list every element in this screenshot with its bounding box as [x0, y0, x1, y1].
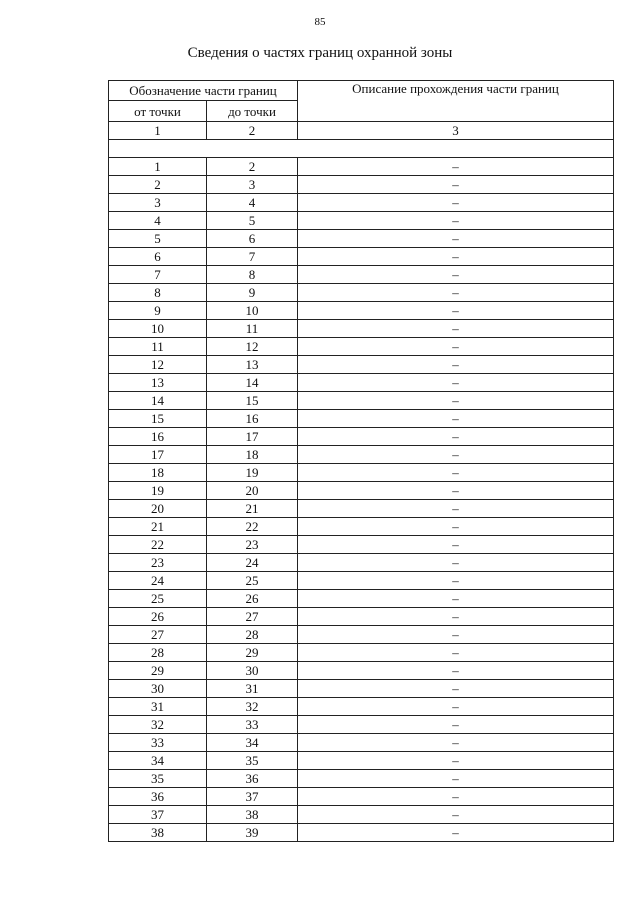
description-cell: – — [298, 608, 614, 626]
to-point-cell: 23 — [207, 536, 298, 554]
description-header: Описание прохождения части границ — [298, 81, 614, 122]
from-point-cell: 16 — [109, 428, 207, 446]
table-row — [109, 320, 614, 338]
to-point-cell: 37 — [207, 788, 298, 806]
description-cell: – — [298, 662, 614, 680]
to-point-cell: 36 — [207, 770, 298, 788]
description-cell: – — [298, 698, 614, 716]
description-cell: – — [298, 734, 614, 752]
table-row — [109, 428, 614, 446]
from-point-cell: 19 — [109, 482, 207, 500]
table-row — [109, 230, 614, 248]
boundary-parts-table — [108, 80, 614, 842]
to-point-cell: 13 — [207, 356, 298, 374]
table-row — [109, 248, 614, 266]
table-row — [109, 788, 614, 806]
from-point-cell: 9 — [109, 302, 207, 320]
to-point-cell: 21 — [207, 500, 298, 518]
description-cell: – — [298, 572, 614, 590]
from-point-cell: 26 — [109, 608, 207, 626]
description-cell: – — [298, 266, 614, 284]
from-point-cell: 27 — [109, 626, 207, 644]
description-cell: – — [298, 500, 614, 518]
from-point-cell: 18 — [109, 464, 207, 482]
to-point-cell: 18 — [207, 446, 298, 464]
to-point-cell: 30 — [207, 662, 298, 680]
from-point-cell: 23 — [109, 554, 207, 572]
column-number-3: 3 — [298, 122, 614, 140]
description-cell: – — [298, 644, 614, 662]
from-point-cell: 5 — [109, 230, 207, 248]
to-point-cell: 9 — [207, 284, 298, 302]
table-row — [109, 338, 614, 356]
table-row — [109, 716, 614, 734]
table-row — [109, 626, 614, 644]
to-point-cell: 22 — [207, 518, 298, 536]
to-point-cell: 19 — [207, 464, 298, 482]
to-point-cell: 34 — [207, 734, 298, 752]
document-title: Сведения о частях границ охранной зоны — [187, 45, 453, 61]
table-row — [109, 590, 614, 608]
from-point-cell: 3 — [109, 194, 207, 212]
from-point-cell: 36 — [109, 788, 207, 806]
description-cell: – — [298, 248, 614, 266]
to-point-cell: 31 — [207, 680, 298, 698]
table-row — [109, 698, 614, 716]
to-point-cell: 4 — [207, 194, 298, 212]
description-cell: – — [298, 788, 614, 806]
table-row — [109, 482, 614, 500]
table-row — [109, 266, 614, 284]
from-point-cell: 20 — [109, 500, 207, 518]
description-cell: – — [298, 518, 614, 536]
to-point-cell: 26 — [207, 590, 298, 608]
table-row — [109, 374, 614, 392]
from-point-cell: 10 — [109, 320, 207, 338]
from-point-cell: 6 — [109, 248, 207, 266]
description-cell: – — [298, 536, 614, 554]
from-point-header: от точки — [109, 101, 207, 122]
description-cell: – — [298, 338, 614, 356]
from-point-cell: 37 — [109, 806, 207, 824]
description-cell: – — [298, 464, 614, 482]
to-point-cell: 7 — [207, 248, 298, 266]
to-point-cell: 5 — [207, 212, 298, 230]
to-point-cell: 3 — [207, 176, 298, 194]
column-number-1: 1 — [109, 122, 207, 140]
to-point-cell: 32 — [207, 698, 298, 716]
description-cell: – — [298, 446, 614, 464]
from-point-cell: 13 — [109, 374, 207, 392]
column-number-row — [109, 122, 614, 140]
from-point-cell: 4 — [109, 212, 207, 230]
table-row — [109, 158, 614, 176]
table-row — [109, 464, 614, 482]
from-point-cell: 35 — [109, 770, 207, 788]
to-point-cell: 14 — [207, 374, 298, 392]
from-point-cell: 24 — [109, 572, 207, 590]
table-row — [109, 410, 614, 428]
to-point-cell: 17 — [207, 428, 298, 446]
to-point-cell: 24 — [207, 554, 298, 572]
description-cell: – — [298, 554, 614, 572]
from-point-cell: 34 — [109, 752, 207, 770]
description-cell: – — [298, 356, 614, 374]
description-cell: – — [298, 284, 614, 302]
from-point-cell: 1 — [109, 158, 207, 176]
from-point-cell: 33 — [109, 734, 207, 752]
table-row — [109, 824, 614, 842]
description-cell: – — [298, 626, 614, 644]
to-point-cell: 28 — [207, 626, 298, 644]
description-cell: – — [298, 752, 614, 770]
table-row — [109, 644, 614, 662]
to-point-cell: 8 — [207, 266, 298, 284]
from-point-cell: 11 — [109, 338, 207, 356]
to-point-cell: 11 — [207, 320, 298, 338]
table-row — [109, 446, 614, 464]
from-point-cell: 15 — [109, 410, 207, 428]
to-point-cell: 12 — [207, 338, 298, 356]
description-cell: – — [298, 770, 614, 788]
description-cell: – — [298, 320, 614, 338]
from-point-cell: 32 — [109, 716, 207, 734]
table-row — [109, 680, 614, 698]
from-point-cell: 8 — [109, 284, 207, 302]
description-cell: – — [298, 302, 614, 320]
from-point-cell: 17 — [109, 446, 207, 464]
from-point-cell: 14 — [109, 392, 207, 410]
description-cell: – — [298, 176, 614, 194]
description-cell: – — [298, 680, 614, 698]
table-row — [109, 302, 614, 320]
to-point-cell: 29 — [207, 644, 298, 662]
to-point-cell: 20 — [207, 482, 298, 500]
table-row — [109, 212, 614, 230]
from-point-cell: 25 — [109, 590, 207, 608]
table-row — [109, 518, 614, 536]
to-point-cell: 2 — [207, 158, 298, 176]
description-cell: – — [298, 806, 614, 824]
empty-section-row — [109, 140, 614, 158]
to-point-cell: 10 — [207, 302, 298, 320]
to-point-cell: 39 — [207, 824, 298, 842]
description-cell: – — [298, 428, 614, 446]
table-row — [109, 608, 614, 626]
from-point-cell: 29 — [109, 662, 207, 680]
table-row — [109, 356, 614, 374]
description-cell: – — [298, 230, 614, 248]
page-number: 85 — [314, 16, 326, 28]
table-row — [109, 500, 614, 518]
description-cell: – — [298, 482, 614, 500]
description-cell: – — [298, 410, 614, 428]
table-row — [109, 806, 614, 824]
description-cell: – — [298, 590, 614, 608]
to-point-cell: 15 — [207, 392, 298, 410]
from-point-cell: 28 — [109, 644, 207, 662]
to-point-cell: 6 — [207, 230, 298, 248]
table-row — [109, 752, 614, 770]
description-cell: – — [298, 824, 614, 842]
to-point-header: до точки — [207, 101, 298, 122]
table-header-row — [109, 81, 614, 101]
boundary-designation-header: Обозначение части границ — [109, 81, 298, 101]
from-point-cell: 30 — [109, 680, 207, 698]
from-point-cell: 38 — [109, 824, 207, 842]
table-row — [109, 194, 614, 212]
description-cell: – — [298, 392, 614, 410]
table-row — [109, 392, 614, 410]
table-row — [109, 662, 614, 680]
table-body — [109, 81, 614, 842]
table-row — [109, 554, 614, 572]
table-row — [109, 176, 614, 194]
from-point-cell: 31 — [109, 698, 207, 716]
description-cell: – — [298, 212, 614, 230]
to-point-cell: 33 — [207, 716, 298, 734]
to-point-cell: 25 — [207, 572, 298, 590]
table-row — [109, 770, 614, 788]
description-cell: – — [298, 374, 614, 392]
description-cell: – — [298, 158, 614, 176]
empty-section-cell — [109, 140, 614, 158]
from-point-cell: 22 — [109, 536, 207, 554]
to-point-cell: 27 — [207, 608, 298, 626]
description-cell: – — [298, 716, 614, 734]
column-number-2: 2 — [207, 122, 298, 140]
table-row — [109, 734, 614, 752]
to-point-cell: 35 — [207, 752, 298, 770]
from-point-cell: 2 — [109, 176, 207, 194]
table-row — [109, 284, 614, 302]
to-point-cell: 38 — [207, 806, 298, 824]
from-point-cell: 21 — [109, 518, 207, 536]
table-row — [109, 572, 614, 590]
from-point-cell: 7 — [109, 266, 207, 284]
from-point-cell: 12 — [109, 356, 207, 374]
to-point-cell: 16 — [207, 410, 298, 428]
table-row — [109, 536, 614, 554]
description-cell: – — [298, 194, 614, 212]
